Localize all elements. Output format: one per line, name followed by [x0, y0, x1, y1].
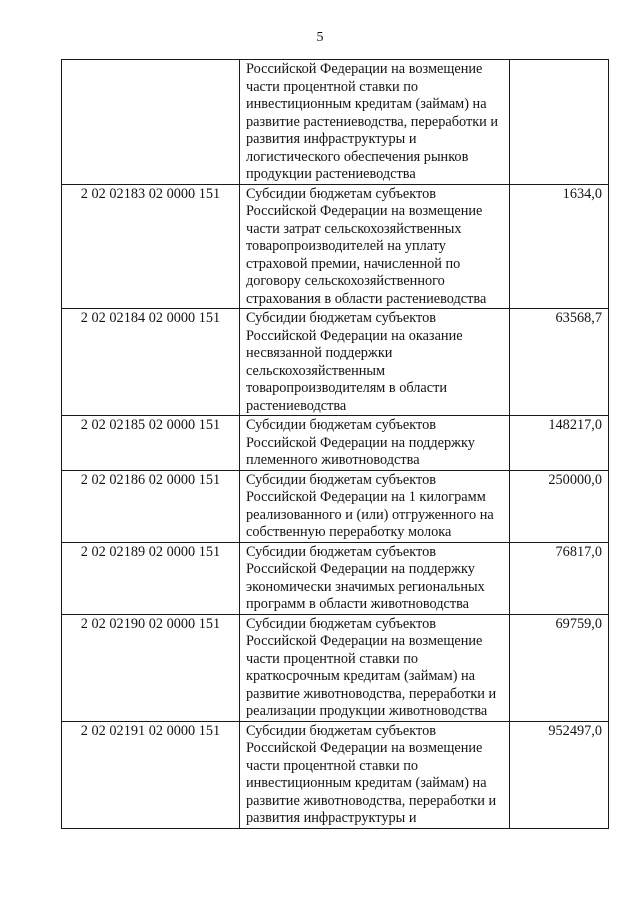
budget-code-cell: 2 02 02184 02 0000 151	[62, 309, 240, 416]
table-row	[62, 614, 609, 721]
table-row	[62, 721, 609, 828]
budget-code-cell	[62, 60, 240, 185]
description-cell: Субсидии бюджетам субъектов Российской Федерации на возмещение части процентной ставки по краткосрочным кредитам (займам) на развитие животноводства, переработки и реализации продукции животноводства	[240, 614, 510, 721]
budget-table	[61, 59, 609, 829]
amount-cell: 69759,0	[510, 614, 609, 721]
page-number: 5	[316, 30, 324, 45]
table-row	[62, 60, 609, 185]
amount-cell: 148217,0	[510, 416, 609, 471]
description-cell: Российской Федерации на возмещение части процентной ставки по инвестиционным кредитам (займам) на развитие растениеводства, переработки и развития инфраструктуры и логистического обеспечения рынков продукции растениеводства	[240, 60, 510, 185]
description-cell: Субсидии бюджетам субъектов Российской Федерации на возмещение части затрат сельскохозяйственных товаропроизводителей на уплату страховой премии, начисленной по договору сельскохозяйственного страхования в области растениеводства	[240, 184, 510, 309]
budget-code-cell: 2 02 02185 02 0000 151	[62, 416, 240, 471]
budget-code-cell: 2 02 02186 02 0000 151	[62, 470, 240, 542]
description-cell: Субсидии бюджетам субъектов Российской Федерации на поддержку экономически значимых региональных программ в области животноводства	[240, 542, 510, 614]
table-row	[62, 309, 609, 416]
amount-cell: 63568,7	[510, 309, 609, 416]
amount-cell: 952497,0	[510, 721, 609, 828]
description-cell: Субсидии бюджетам субъектов Российской Федерации на возмещение части процентной ставки по инвестиционным кредитам (займам) на развитие животноводства, переработки и развития инфраструктуры и	[240, 721, 510, 828]
budget-code-cell: 2 02 02190 02 0000 151	[62, 614, 240, 721]
amount-cell: 250000,0	[510, 470, 609, 542]
amount-cell: 76817,0	[510, 542, 609, 614]
table-row	[62, 470, 609, 542]
description-cell: Субсидии бюджетам субъектов Российской Федерации на 1 килограмм реализованного и (или) отгруженного на собственную переработку молока	[240, 470, 510, 542]
description-cell: Субсидии бюджетам субъектов Российской Федерации на оказание несвязанной поддержки сельскохозяйственным товаропроизводителям в области растениеводства	[240, 309, 510, 416]
amount-cell	[510, 60, 609, 185]
budget-code-cell: 2 02 02189 02 0000 151	[62, 542, 240, 614]
budget-code-cell: 2 02 02191 02 0000 151	[62, 721, 240, 828]
table-row	[62, 416, 609, 471]
table-row	[62, 184, 609, 309]
amount-cell: 1634,0	[510, 184, 609, 309]
table-row	[62, 542, 609, 614]
budget-code-cell: 2 02 02183 02 0000 151	[62, 184, 240, 309]
description-cell: Субсидии бюджетам субъектов Российской Федерации на поддержку племенного животноводства	[240, 416, 510, 471]
